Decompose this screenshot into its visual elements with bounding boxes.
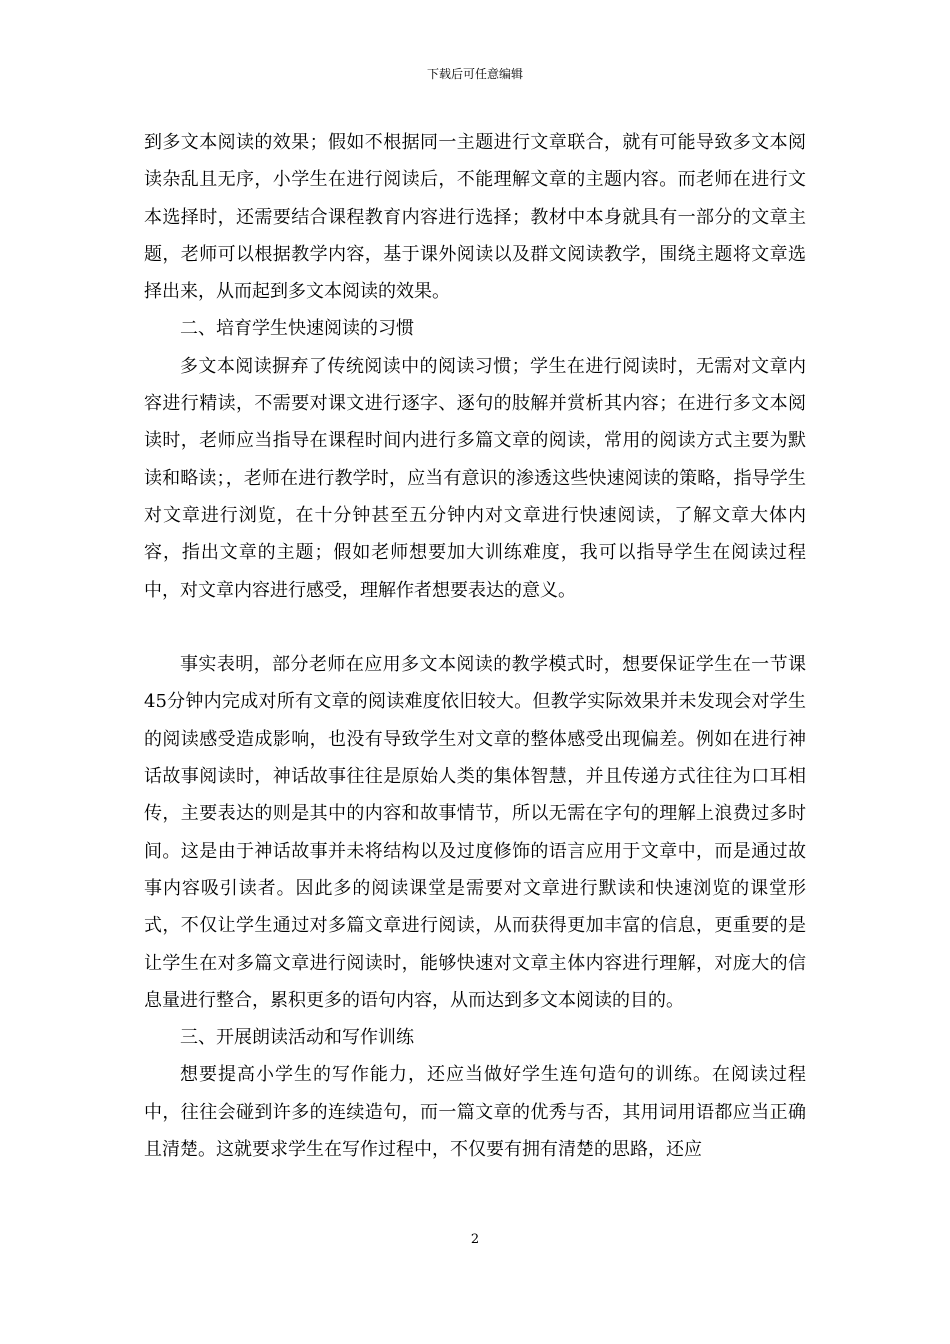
paragraph-writing: 想要提高小学生的写作能力，还应当做好学生连句造句的训练。在阅读过程中，往往会碰到许多的连续造句，而一篇文章的优秀与否，其用词用语都应当正确且清楚。这就要求学生在写作过程中，不仅要有拥有清楚的思路，还应 bbox=[144, 1064, 806, 1161]
paragraph-facts: 事实表明，部分老师在应用多文本阅读的教学模式时，想要保证学生在一节课45分钟内完成对所有文章的阅读难度依旧较大。但教学实际效果并未发现会对学生的阅读感受造成影响，也没有导致学生对文章的整体感受出现偏差。例如在进行神话故事阅读时，神话故事往往是原始人类的集体智慧，并且传递方式往往为口耳相传，主要表达的则是其中的内容和故事情节，所以无需在字句的理解上浪费过多时间。这是由于神话故事并未将结构以及过度修饰的语言应用于文章中，而是通过故事内容吸引读者。因此多的阅读课堂是需要对文章进行默读和快速浏览的课堂形式，不仅让学生通过对多篇文章进行阅读，从而获得更加丰富的信息，更重要的是让学生在对多篇文章进行阅读时，能够快速对文章主体内容进行理解，对庞大的信息量进行整合，累积更多的语句内容，从而达到多文本阅读的目的。 bbox=[144, 654, 806, 1011]
page-number: 2 bbox=[470, 1232, 480, 1247]
document-body bbox=[144, 124, 806, 1168]
section-heading-3: 三、开展朗读活动和写作训练 bbox=[180, 1027, 414, 1049]
section-heading-2: 二、培育学生快速阅读的习惯 bbox=[180, 318, 414, 340]
paragraph-continuation: 到多文本阅读的效果；假如不根据同一主题进行文章联合，就有可能导致多文本阅读杂乱且无序，小学生在进行阅读后，不能理解文章的主题内容。而老师在进行文本选择时，还需要结合课程教育内容进行选择；教材中本身就具有一部分的文章主题，老师可以根据教学内容，基于课外阅读以及群文阅读教学，围绕主题将文章选择出来，从而起到多文本阅读的效果。 bbox=[144, 132, 806, 303]
page-header: 下载后可任意编辑 bbox=[426, 67, 523, 81]
blank-line bbox=[144, 609, 806, 646]
paragraph-fast-reading: 多文本阅读摒弃了传统阅读中的阅读习惯；学生在进行阅读时，无需对文章内容进行精读，不需要对课文进行逐字、逐句的肢解并赏析其内容；在进行多文本阅读时，老师应当指导在课程时间内进行多篇文章的阅读，常用的阅读方式主要为默读和略读；，老师在进行教学时，应当有意识的渗透这些快速阅读的策略，指导学生对文章进行浏览，在十分钟甚至五分钟内对文章进行快速阅读，了解文章大体内容，指出文章的主题；假如老师想要加大训练难度，我可以指导学生在阅读过程中，对文章内容进行感受，理解作者想要表达的意义。 bbox=[144, 355, 806, 601]
